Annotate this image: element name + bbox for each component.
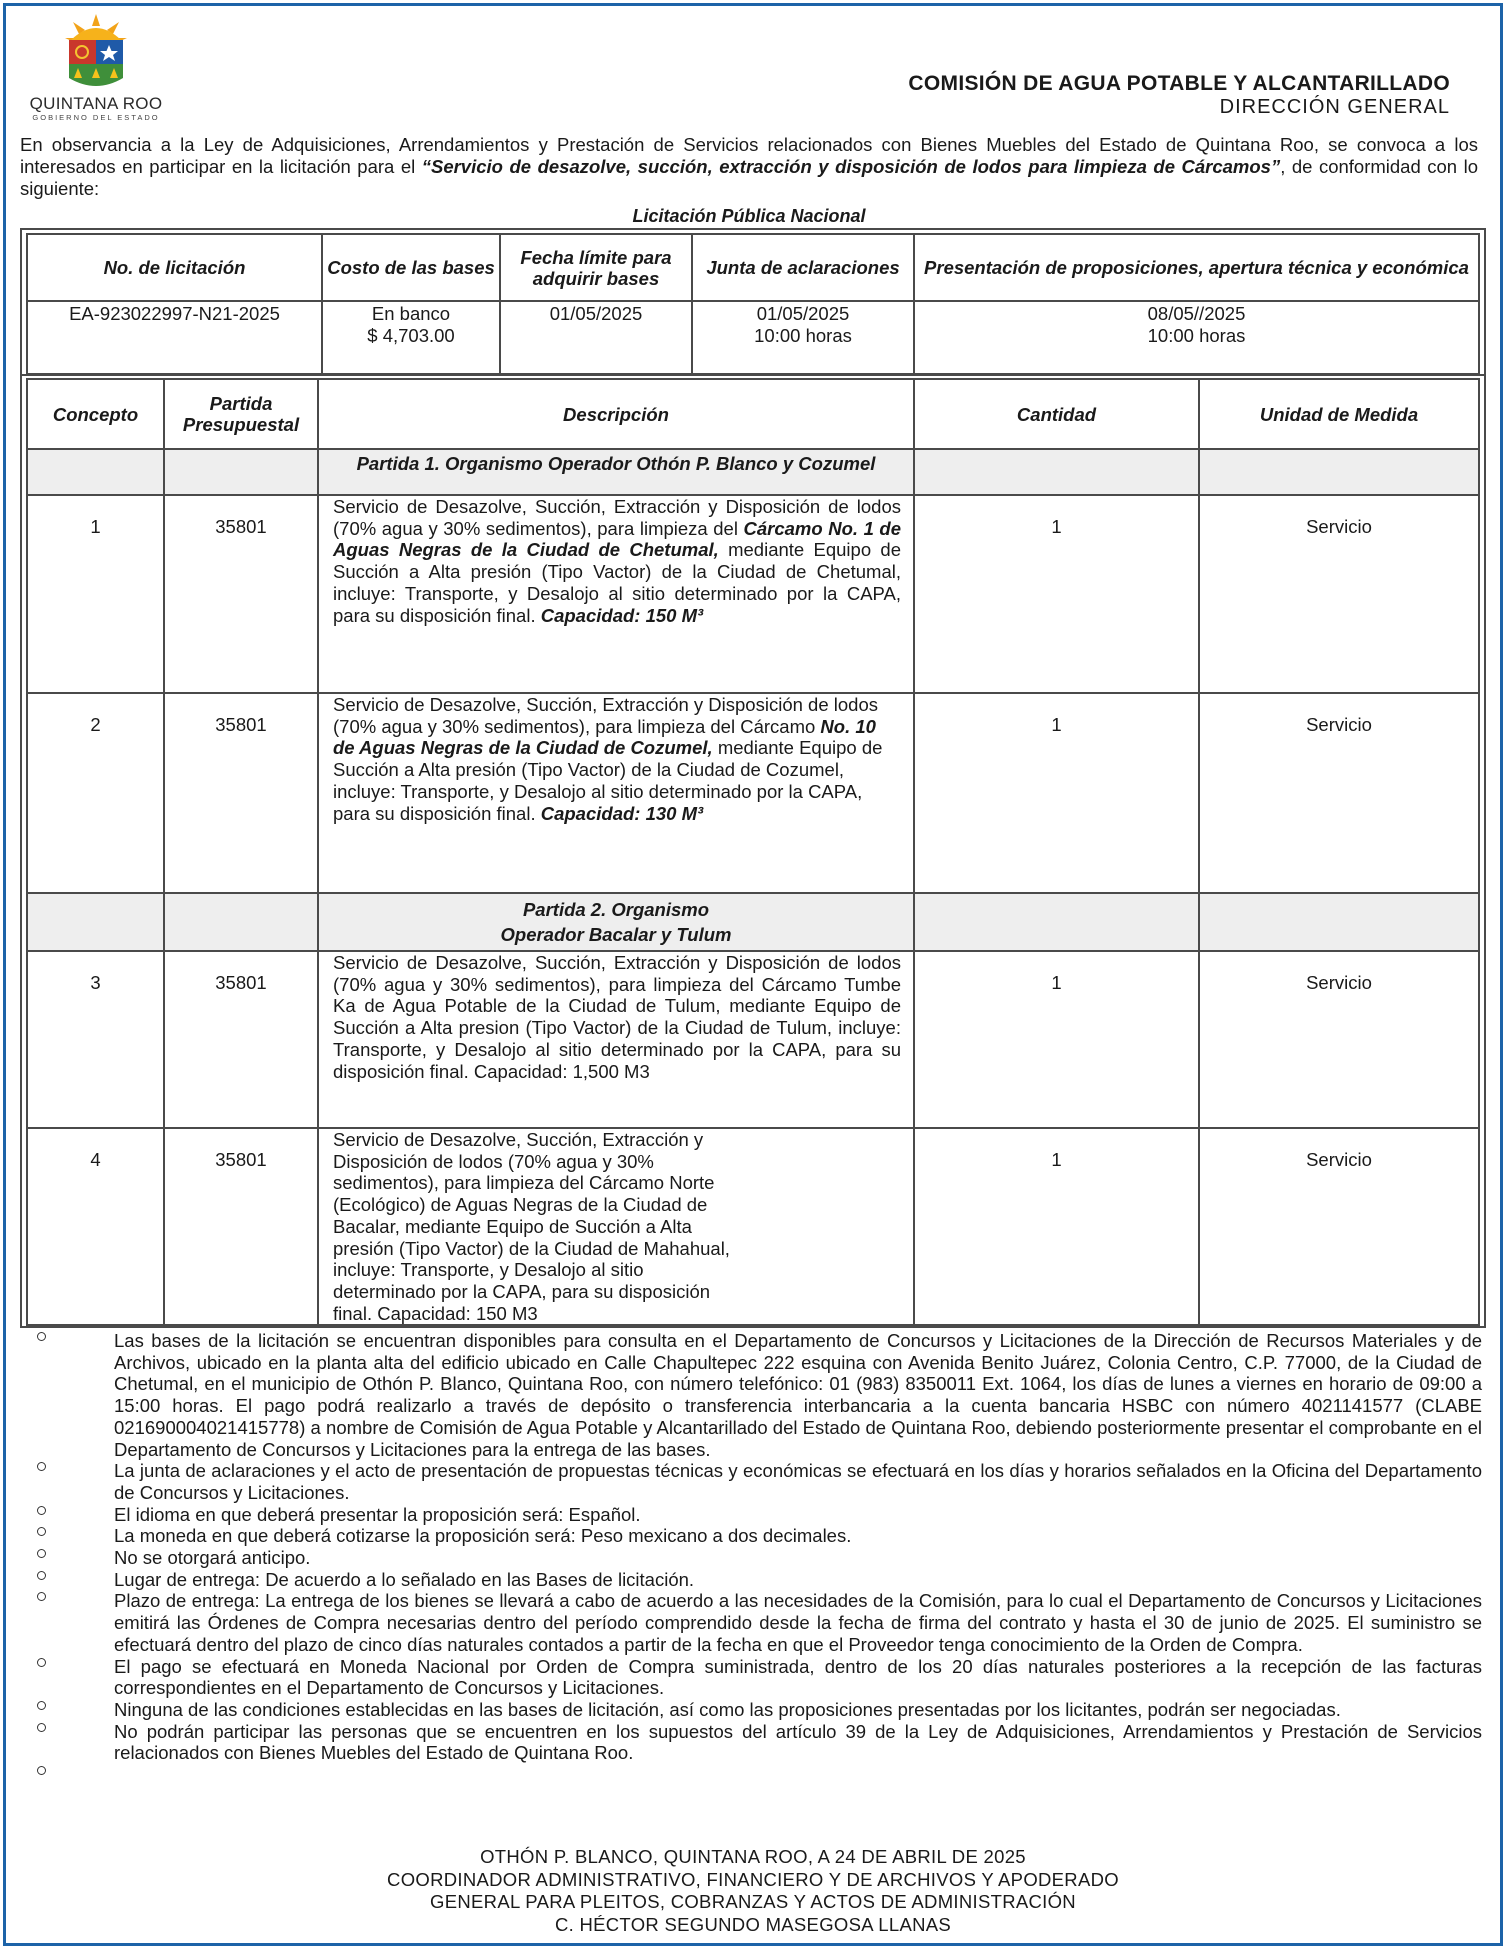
items-table-frame — [20, 374, 1486, 1328]
header-title: COMISIÓN DE AGUA POTABLE Y ALCANTARILLADO — [908, 72, 1450, 95]
row-concepto: 4 — [27, 1128, 164, 1325]
header-costo: Costo de las bases — [322, 234, 500, 301]
list-item-text: La moneda en que deberá cotizarse la proposición será: Peso mexicano a dos decimales. — [114, 1525, 852, 1547]
list-item-text: Ninguna de las condiciones establecidas en las bases de licitación, así como las proposiciones presentadas por los licitantes, podrán ser negociadas. — [114, 1698, 1341, 1720]
quintana-roo-logo — [26, 12, 166, 132]
desc-text-cont: mediante Equipo de Succión a Alta presión (Tipo Vactor) de la Ciudad de Cozumel, incluye: Transporte, y Desalojo al sitio determinado por la CAPA, para su disposición final. — [333, 737, 883, 824]
cell-costo — [322, 301, 500, 374]
presentacion-fecha: 08/05//2025 — [1147, 303, 1246, 324]
partida-1-title: Partida 1. Organismo Operador Othón P. Blanco y Cozumel — [318, 449, 914, 495]
list-item — [20, 1656, 1482, 1699]
bullet-circle-icon — [37, 1723, 46, 1732]
desc-emphasis: No. 10 de Aguas Negras de la Ciudad de Cozumel, — [333, 715, 876, 759]
list-item — [20, 1721, 1482, 1764]
bullet-circle-icon — [37, 1658, 46, 1667]
cell-fecha-limite: 01/05/2025 — [500, 301, 692, 374]
bullet-circle-icon — [37, 1527, 46, 1536]
presentacion-hora: 10:00 horas — [1147, 325, 1246, 346]
intro-text: En observancia a la Ley de Adquisiciones, Arrendamientos y Prestación de Servicios relacionados con Bienes Muebles del Estado de Quintana Roo, se convoca a los interesados en participar en la licitación para el — [20, 134, 1478, 177]
table-row — [27, 951, 1479, 1128]
list-item-text: Lugar de entrega: De acuerdo a lo señalado en las Bases de licitación. — [114, 1568, 695, 1590]
summary-table-frame — [20, 228, 1486, 378]
cell-numero: EA-923022997-N21-2025 — [27, 301, 322, 374]
header-junta: Junta de aclaraciones — [692, 234, 914, 301]
list-item-text: Las bases de la licitación se encuentran disponibles para consulta en el Departamento de Concursos y Licitaciones de la Dirección de Recursos Materiales y de Archivos, ubicado en la planta alta del edificio ubicado en Calle Chapultepec 222 esquina con Avenida Benito Juárez, Colonia Centro, C.P. 77000, de la Ciudad de Chetumal, en el municipio de Othón P. Blanco, Quintana Roo, con número telefónico: 01 (983) 8350011 Ext. 1064, los días de lunes a viernes en horario de 09:00 a 15:00 horas. El pago podrá realizarlo a través de depósito o transferencia interbancaria a la cuenta bancaria HSBC con número 4021141577 (CLABE 021690004021415778) a nombre de Comisión de Agua Potable y Alcantarillado del Estado de Quintana Roo, debiendo posteriormente presentar el comprobante en el Departamento de Concursos y Licitaciones para la entrega de las bases. — [114, 1330, 1482, 1460]
signature-position-line2: GENERAL PARA PLEITOS, COBRANZAS Y ACTOS DE ADMINISTRACIÓN — [430, 1891, 1076, 1912]
items-table — [26, 378, 1480, 1326]
table-row — [27, 495, 1479, 693]
desc-text: Servicio de Desazolve, Succión, Extracción y Disposición de lodos (70% agua y 30% sedimentos), para limpieza del — [333, 496, 901, 539]
desc-text: Servicio de Desazolve, Succión, Extracción y Disposición de lodos (70% agua y 30% sedimentos), para limpieza del Cárcamo — [333, 694, 878, 737]
bullet-circle-icon — [37, 1462, 46, 1471]
signature-position-line1: COORDINADOR ADMINISTRATIVO, FINANCIERO Y DE ARCHIVOS Y APODERADO — [387, 1868, 1119, 1890]
licitacion-title: Licitación Pública Nacional — [632, 206, 866, 226]
cell-junta — [692, 301, 914, 374]
header-fecha-limite: Fecha límite para adquirir bases — [500, 234, 692, 301]
row-concepto: 1 — [27, 495, 164, 693]
row-partida: 35801 — [164, 951, 318, 1128]
list-item-text: Plazo de entrega: La entrega de los bienes se llevará a cabo de acuerdo a las necesidades de la Comisión, para lo cual el Departamento de Concursos y Licitaciones emitirá las Órdenes de Compra necesarias dentro del período comprendido desde la fecha de firma del contrato y hasta el 30 de junio de 2025. El suministro se efectuará dentro del plazo de cinco días naturales contados a partir de la fecha en que el Proveedor tenga conocimiento de la Orden de Compra. — [114, 1590, 1482, 1655]
partida-2-row — [27, 893, 1479, 951]
table-row — [27, 693, 1479, 893]
row-description — [318, 495, 914, 693]
row-cantidad: 1 — [914, 693, 1199, 893]
desc-capacity: Capacidad: 130 M³ — [540, 802, 704, 824]
row-description: Servicio de Desazolve, Succión, Extracción y Disposición de lodos (70% agua y 30% sedimentos), para limpieza del Cárcamo Tumbe Ka de Agua Potable de la Ciudad de Tulum, mediante Equipo de Succión a Alta presion (Tipo Vactor) de la Ciudad de Tulum, incluye: Transporte, y Desalojo al sitio determinado por la CAPA, para su disposición final. Capacidad: 1,500 M3 — [318, 951, 914, 1128]
header-numero: No. de licitación — [27, 234, 322, 301]
list-item — [20, 1504, 1482, 1526]
header-subtitle: DIRECCIÓN GENERAL — [1219, 96, 1450, 118]
partida-2-title — [318, 893, 914, 951]
table-row — [27, 1128, 1479, 1325]
signature-name: C. HÉCTOR SEGUNDO MASEGOSA LLANAS — [554, 1913, 952, 1935]
row-unidad: Servicio — [1199, 693, 1479, 893]
list-item — [20, 1569, 1482, 1591]
row-concepto: 2 — [27, 693, 164, 893]
bullet-circle-icon — [37, 1332, 46, 1341]
row-description — [318, 693, 914, 893]
intro-service-name: “Servicio de desazolve, succión, extracción y disposición de lodos para limpieza de Cárcamos” — [421, 156, 1281, 177]
desc-line: sedimentos), para limpieza del Cárcamo Norte — [333, 1172, 715, 1194]
header-descripcion: Descripción — [318, 379, 914, 449]
costo-line1: En banco — [371, 303, 451, 324]
intro-paragraph — [20, 134, 1478, 200]
desc-line: (Ecológico) de Aguas Negras de la Ciudad de — [333, 1194, 708, 1216]
list-item-text: No podrán participar las personas que se encuentren en los supuestos del artículo 39 de la Ley de Adquisiciones, Arrendamientos y Prestación de Servicios relacionados con Bienes Muebles del Estado de Quintana Roo. — [114, 1720, 1482, 1764]
row-cantidad: 1 — [914, 951, 1199, 1128]
row-description — [318, 1128, 914, 1325]
header-cantidad: Cantidad — [914, 379, 1199, 449]
signature-block — [0, 1846, 1506, 1936]
desc-text-cont: mediante Equipo de Succión a Alta presión (Tipo Vactor) de la Ciudad de Chetumal, incluye: Transporte, y Desalojo al sitio determinado por la CAPA, para su disposición final. — [333, 539, 901, 626]
desc-line: determinado por la CAPA, para su disposición — [333, 1280, 711, 1302]
desc-emphasis: Cárcamo No. 1 de Aguas Negras de la Ciudad de Chetumal, — [333, 517, 902, 561]
junta-hora: 10:00 horas — [754, 325, 852, 346]
list-item — [20, 1460, 1482, 1503]
header-unidad: Unidad de Medida — [1199, 379, 1479, 449]
list-item — [20, 1525, 1482, 1547]
intro-text-end: , de conformidad con lo siguiente: — [20, 156, 1479, 199]
desc-line: incluye: Transporte, y Desalojo al sitio — [333, 1259, 644, 1281]
list-item-text: El idioma en que deberá presentar la proposición será: Español. — [114, 1503, 641, 1525]
signature-place-date: OTHÓN P. BLANCO, QUINTANA ROO, A 24 DE ABRIL DE 2025 — [480, 1846, 1026, 1867]
junta-fecha: 01/05/2025 — [756, 303, 850, 324]
header-partida: Partida Presupuestal — [164, 379, 318, 449]
document-header — [908, 72, 1450, 118]
bullet-circle-icon — [37, 1549, 46, 1558]
partida-2-title-line1: Partida 2. Organismo — [522, 899, 710, 920]
partida-2-title-line2: Operador Bacalar y Tulum — [500, 924, 732, 945]
list-item — [20, 1330, 1482, 1460]
row-cantidad: 1 — [914, 495, 1199, 693]
logo-subtitle: GOBIERNO DEL ESTADO — [32, 113, 160, 122]
row-cantidad: 1 — [914, 1128, 1199, 1325]
row-partida: 35801 — [164, 693, 318, 893]
list-item — [20, 1547, 1482, 1569]
desc-line: Disposición de lodos (70% agua y 30% — [333, 1150, 654, 1172]
list-item — [20, 1699, 1482, 1721]
conditions-list — [20, 1330, 1482, 1785]
desc-line: presión (Tipo Vactor) de la Ciudad de Mahahual, — [333, 1237, 730, 1259]
logo-name: QUINTANA ROO — [29, 94, 163, 113]
list-item-empty — [20, 1764, 1482, 1785]
bullet-circle-icon — [37, 1506, 46, 1515]
row-unidad: Servicio — [1199, 951, 1479, 1128]
row-unidad: Servicio — [1199, 1128, 1479, 1325]
list-item — [20, 1590, 1482, 1655]
list-item-text: La junta de aclaraciones y el acto de presentación de propuestas técnicas y económicas se efectuará en los días y horarios señalados en la Oficina del Departamento de Concursos y Licitaciones. — [114, 1460, 1482, 1503]
header-concepto: Concepto — [27, 379, 164, 449]
desc-line: final. Capacidad: 150 M3 — [333, 1302, 538, 1324]
bullet-circle-icon — [37, 1701, 46, 1710]
row-partida: 35801 — [164, 495, 318, 693]
row-concepto: 3 — [27, 951, 164, 1128]
desc-line: Bacalar, mediante Equipo de Succión a Alta — [333, 1215, 692, 1237]
row-unidad: Servicio — [1199, 495, 1479, 693]
list-item-text: El pago se efectuará en Moneda Nacional por Orden de Compra suministrada, dentro de los 20 días naturales posteriores a la recepción de las facturas correspondientes en el Departamento de Concursos y Licitaciones. — [114, 1655, 1482, 1699]
desc-line: Servicio de Desazolve, Succión, Extracción y — [333, 1129, 704, 1150]
costo-line2: $ 4,703.00 — [367, 325, 455, 346]
header-presentacion: Presentación de proposiciones, apertura técnica y económica — [914, 234, 1479, 301]
summary-table — [26, 233, 1480, 375]
partida-1-row — [27, 449, 1479, 495]
cell-presentacion — [914, 301, 1479, 374]
bullet-circle-icon — [37, 1766, 46, 1775]
list-item-text: No se otorgará anticipo. — [114, 1547, 311, 1569]
bullet-circle-icon — [37, 1592, 46, 1601]
bullet-circle-icon — [37, 1571, 46, 1580]
state-shield-icon — [61, 12, 131, 94]
desc-capacity: Capacidad: 150 M³ — [540, 604, 704, 626]
row-partida: 35801 — [164, 1128, 318, 1325]
